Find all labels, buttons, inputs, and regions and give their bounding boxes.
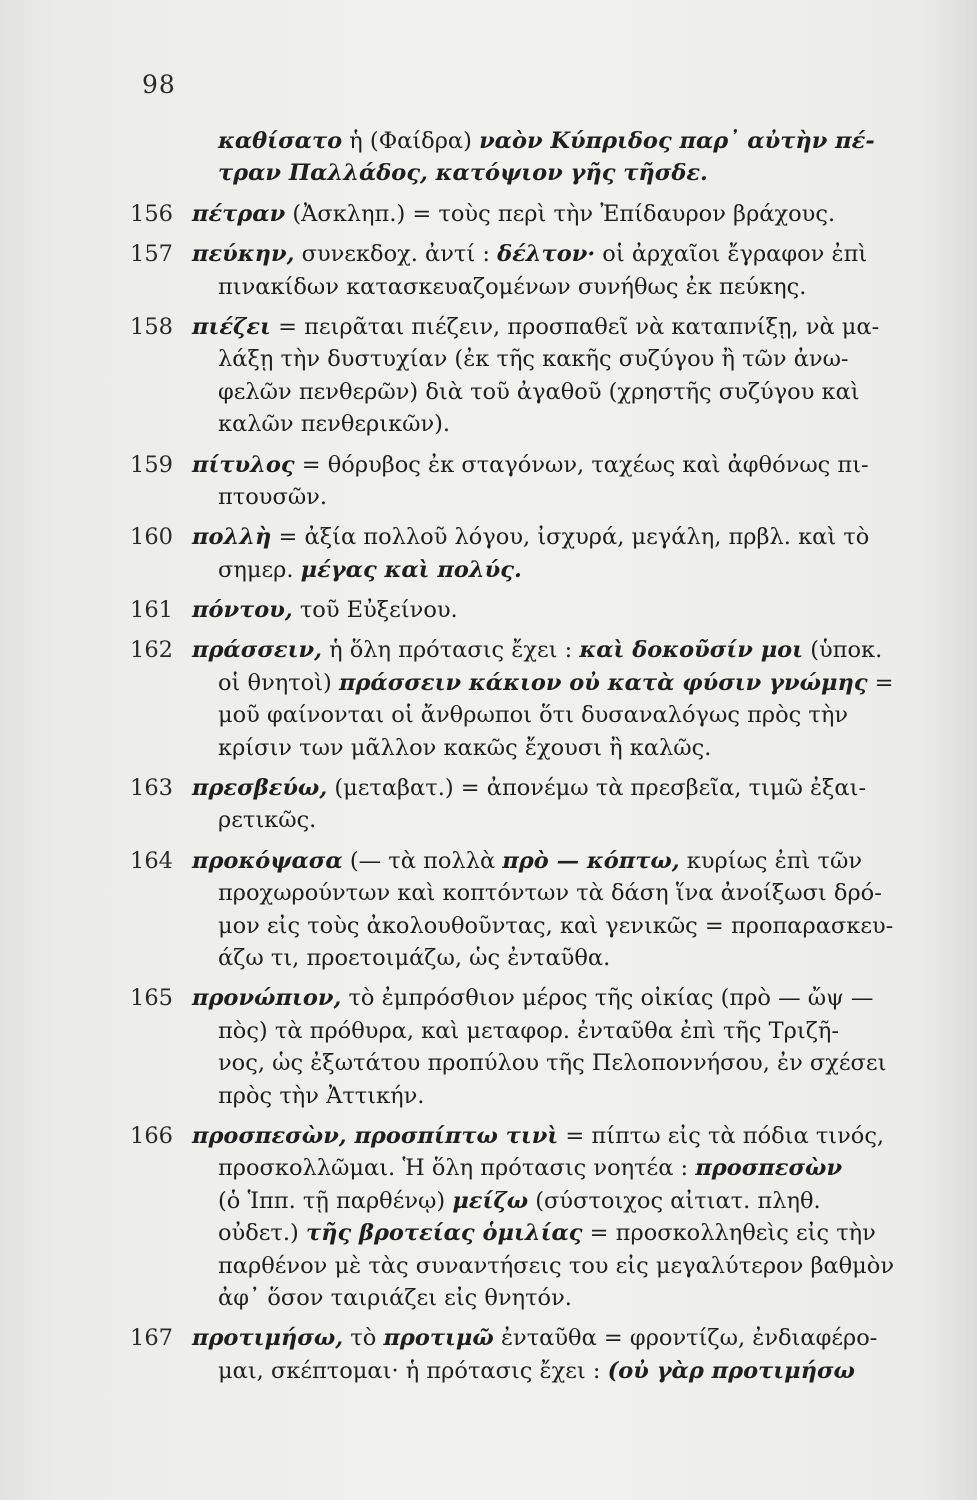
- definition-text: πτουσῶν.: [218, 483, 327, 510]
- lemma-term: καθίσατο: [218, 128, 343, 154]
- definition-text: πρὸς τὴν Ἀττικήν.: [218, 1082, 425, 1109]
- definition-text: (— τὰ πολλὰ: [342, 847, 503, 874]
- entry-number: 167: [130, 1325, 173, 1352]
- text-line: [130, 942, 920, 974]
- lemma-term: πέτραν: [192, 200, 286, 227]
- definition-text: τοῦ Εὐξείνου.: [292, 597, 458, 624]
- lemma-term: προτιμήσω,: [192, 1325, 344, 1352]
- definition-text: τὸ: [343, 1325, 384, 1352]
- text-line: [130, 311, 920, 343]
- text-line: [130, 634, 920, 666]
- definition-text: = θόρυβος ἐκ σταγόνων, ταχέως καὶ ἀφθόνως πι-: [294, 451, 869, 478]
- glossary-entry: [130, 1120, 920, 1314]
- definition-text: ἡ (Φαίδρα): [342, 128, 480, 154]
- entry-gap: [130, 1314, 920, 1322]
- definition-text: πινακίδων κατασκευαζομένων συνήθως ἐκ πεύκης.: [218, 273, 807, 300]
- text-line: [130, 408, 920, 440]
- lemma-term: πιέζει: [192, 313, 271, 340]
- text-line: [130, 1047, 920, 1079]
- text-line: [130, 449, 920, 481]
- glossary-entry: [130, 982, 920, 1112]
- definition-text: = προσκολληθεὶς εἰς τὴν: [582, 1220, 876, 1247]
- lemma-term: τῆς βροτείας ὁμιλίας: [305, 1220, 583, 1247]
- entry-gap: [130, 230, 920, 238]
- definition-text: φελῶν πενθερῶν) διὰ τοῦ ἀγαθοῦ (χρηστῆς συζύγου καὶ: [218, 378, 860, 405]
- entry-number: 164: [130, 847, 173, 874]
- entry-number: 159: [130, 451, 173, 478]
- text-line: [130, 982, 920, 1014]
- entry-gap: [130, 513, 920, 521]
- entry-number: 160: [130, 524, 173, 551]
- glossary-entry: [130, 125, 920, 190]
- text-line: [130, 343, 920, 375]
- text-line: [130, 1322, 920, 1354]
- glossary-entry: [130, 238, 920, 303]
- lemma-term: καὶ δοκοῦσίν μοι: [579, 637, 804, 664]
- text-line: [130, 594, 920, 626]
- entry-number: 157: [130, 241, 173, 268]
- lemma-term: μείζω: [452, 1187, 529, 1214]
- definition-text: μοῦ φαίνονται οἱ ἄνθρωποι ὅτι δυσαναλόγως πρὸς τὴν: [218, 702, 848, 729]
- text-line: [130, 877, 920, 909]
- entry-gap: [130, 837, 920, 845]
- glossary-entry: [130, 521, 920, 586]
- lemma-term: πράσσειν,: [192, 637, 322, 664]
- lemma-term: πόντου,: [192, 597, 293, 624]
- text-line: [130, 910, 920, 942]
- definition-text: μον εἰς τοὺς ἀκολουθοῦντας, καὶ γενικῶς = προπαρασκευ-: [218, 912, 894, 939]
- entry-number: 156: [130, 200, 173, 227]
- definition-text: (Ἀσκληπ.) = τοὺς περὶ τὴν Ἐπίδαυρον βράχους.: [285, 200, 836, 227]
- definition-text: καλῶν πενθερικῶν).: [218, 411, 451, 438]
- entry-number: 161: [130, 597, 173, 624]
- lemma-term: πράσσειν κάκιον οὐ κατὰ φύσιν γνώμης: [338, 669, 868, 696]
- lemma-term: πεύκην,: [192, 241, 295, 268]
- definition-text: ἡ ὅλη πρότασις ἔχει :: [321, 637, 580, 664]
- lemma-term: δέλτον·: [497, 241, 596, 268]
- definition-text: σημερ.: [218, 556, 301, 583]
- text-line: [130, 1080, 920, 1112]
- definition-text: (ὑποκ.: [803, 637, 883, 664]
- text-line: [130, 732, 920, 764]
- text-line: [130, 271, 920, 303]
- text-line: [130, 157, 920, 189]
- text-line: [130, 481, 920, 513]
- text-line: [130, 1282, 920, 1314]
- text-line: [130, 772, 920, 804]
- text-line: [130, 198, 920, 230]
- definition-text: = πίπτω εἰς τὰ πόδια τινός,: [558, 1122, 885, 1149]
- lemma-term: πρεσβεύω,: [192, 775, 328, 802]
- lemma-term: τραν Παλλάδος, κατόψιον γῆς τῆσδε.: [218, 160, 708, 187]
- lemma-term: προσπεσὼν: [695, 1155, 843, 1182]
- text-line: [130, 125, 920, 157]
- glossary-entry: [130, 198, 920, 230]
- definition-text: (μεταβατ.) = ἀπονέμω τὰ πρεσβεῖα, τιμῶ ἐξαι-: [327, 775, 867, 802]
- definition-text: συνεκδοχ. ἀντί :: [294, 241, 498, 268]
- text-line: [130, 1120, 920, 1152]
- text-line: [130, 1250, 920, 1282]
- definition-text: ἀφ᾽ ὅσον ταιριάζει εἰς θνητόν.: [218, 1284, 572, 1311]
- lemma-term: προτιμῶ: [383, 1325, 494, 1352]
- lemma-term: πρὸ — κόπτω,: [502, 847, 680, 874]
- definition-text: προχωρούντων καὶ κοπτόντων τὰ δάση ἵνα ἀνοίξωσι δρό-: [218, 880, 882, 907]
- glossary-text: [130, 125, 920, 1387]
- text-line: [130, 521, 920, 553]
- entry-gap: [130, 190, 920, 198]
- lemma-term: πίτυλος: [192, 451, 295, 478]
- definition-text: κρίσιν των μᾶλλον κακῶς ἔχουσι ἢ καλῶς.: [218, 734, 712, 761]
- definition-text: ἐνταῦθα = φροντίζω, ἐνδιαφέρο-: [493, 1325, 878, 1352]
- definition-text: ρετικῶς.: [218, 807, 317, 834]
- definition-text: οἱ ἀρχαῖοι ἔγραφον ἐπὶ: [595, 241, 868, 268]
- lemma-term: πολλὴ: [192, 524, 272, 551]
- lemma-term: ναὸν Κύπριδος παρ᾽ αὐτὴν πέ-: [479, 128, 875, 154]
- lemma-term: (οὐ γὰρ προτιμήσω: [607, 1357, 855, 1384]
- definition-text: πὸς) τὰ πρόθυρα, καὶ μεταφορ. ἐνταῦθα ἐπὶ τῆς Τριζῆ-: [218, 1017, 839, 1044]
- entry-number: 166: [130, 1122, 173, 1149]
- glossary-entry: [130, 449, 920, 514]
- entry-gap: [130, 586, 920, 594]
- lemma-term: προνώπιον,: [192, 985, 342, 1012]
- definition-text: (σύστοιχος αἰτιατ. πληθ.: [528, 1187, 821, 1214]
- glossary-entry: [130, 1322, 920, 1387]
- text-line: [130, 1152, 920, 1184]
- text-line: [130, 1217, 920, 1249]
- definition-text: οὐδετ.): [218, 1220, 306, 1247]
- glossary-entry: [130, 594, 920, 626]
- glossary-entry: [130, 634, 920, 764]
- entry-number: 158: [130, 313, 173, 340]
- entry-gap: [130, 626, 920, 634]
- lemma-term: προκόψασα: [192, 847, 343, 874]
- text-line: [130, 238, 920, 270]
- text-line: [130, 376, 920, 408]
- definition-text: παρθένον μὲ τὰς συναντήσεις του εἰς μεγαλύτερον βαθμὸν: [218, 1252, 895, 1279]
- definition-text: = ἀξία πολλοῦ λόγου, ἰσχυρά, μεγάλη, πρβλ. καὶ τὸ: [271, 524, 870, 551]
- entry-gap: [130, 441, 920, 449]
- entry-gap: [130, 1112, 920, 1120]
- text-line: [130, 699, 920, 731]
- definition-text: (ὁ Ἱππ. τῇ παρθένῳ): [218, 1187, 453, 1214]
- lemma-term: μέγας καὶ πολύς.: [300, 556, 522, 583]
- text-line: [130, 845, 920, 877]
- glossary-entry: [130, 772, 920, 837]
- text-line: [130, 667, 920, 699]
- definition-text: =: [867, 669, 894, 696]
- definition-text: άζω τι, προετοιμάζω, ὡς ἐνταῦθα.: [218, 944, 611, 971]
- entry-gap: [130, 764, 920, 772]
- glossary-entry: [130, 311, 920, 441]
- text-line: [130, 1355, 920, 1387]
- definition-text: προσκολλῶμαι. Ἡ ὅλη πρότασις νοητέα :: [218, 1155, 696, 1182]
- entry-number: 163: [130, 775, 173, 802]
- text-line: [130, 554, 920, 586]
- definition-text: μαι, σκέπτομαι· ἡ πρότασις ἔχει :: [218, 1357, 608, 1384]
- definition-text: νος, ὡς ἐξωτάτου προπύλου τῆς Πελοποννήσου, ἐν σχέσει: [218, 1050, 887, 1077]
- page-number: 98: [142, 70, 176, 99]
- entry-number: 165: [130, 985, 173, 1012]
- text-line: [130, 804, 920, 836]
- text-line: [130, 1015, 920, 1047]
- lemma-term: προσπεσὼν, προσπίπτω τινὶ: [192, 1122, 559, 1149]
- definition-text: τὸ ἐμπρόσθιον μέρος τῆς οἰκίας (πρὸ — ὤψ —: [341, 985, 874, 1012]
- entry-gap: [130, 974, 920, 982]
- glossary-entry: [130, 845, 920, 975]
- definition-text: = πειρᾶται πιέζειν, προσπαθεῖ νὰ καταπνίξῃ, νὰ μα-: [270, 313, 880, 340]
- definition-text: κυρίως ἐπὶ τῶν: [679, 847, 862, 874]
- entry-gap: [130, 303, 920, 311]
- definition-text: λάξῃ τὴν δυστυχίαν (ἐκ τῆς κακῆς συζύγου ἢ τῶν ἀνω-: [218, 346, 849, 373]
- entry-number: 162: [130, 637, 173, 664]
- text-line: [130, 1185, 920, 1217]
- definition-text: οἱ θνητοὶ): [218, 669, 339, 696]
